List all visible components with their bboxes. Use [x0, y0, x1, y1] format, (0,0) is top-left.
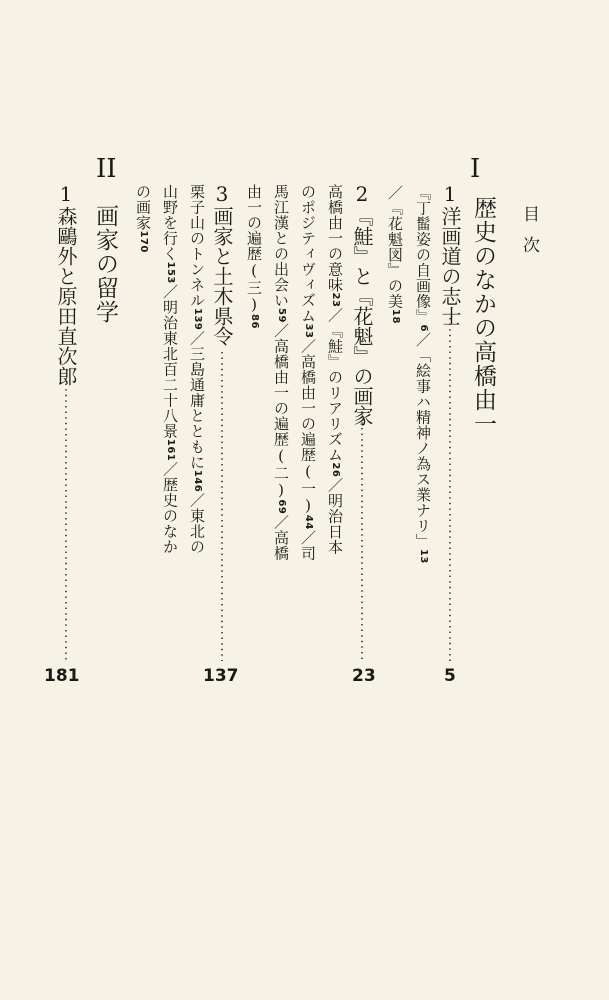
- part-1-numeral: I: [470, 154, 481, 184]
- part-2-numeral: II: [96, 154, 117, 184]
- chapter-1-line-1: 『丁髷姿の自画像』6／「絵事ハ精神ノ為ス業ナリ」13: [414, 185, 432, 564]
- part-1-title: 歴史のなかの高橋由一: [470, 196, 496, 436]
- chapter-2-line-2: のポジティヴィズム33／高橋由一の遍歴(一)44／司: [299, 184, 317, 561]
- chapter-2-line-1: 高橋由一の意味23／『鮭』のリアリズム26／明治日本: [326, 184, 344, 555]
- chapter-2-line-4: 由一の遍歴(三)86: [245, 184, 263, 329]
- chapter-3-line-3: の画家170: [134, 184, 152, 253]
- chapter-3-title: 3画家と土木県令: [210, 182, 234, 346]
- chapter-1-leader: [449, 318, 451, 661]
- chapter-4-leader: [65, 378, 67, 661]
- chapter-4-title: 1森鷗外と原田直次郎: [54, 182, 78, 386]
- chapter-1-page: 5: [444, 666, 456, 686]
- chapter-2-leader: [361, 400, 363, 661]
- chapter-3-leader: [221, 352, 223, 661]
- chapter-2-page: 23: [352, 666, 376, 686]
- chapter-3-page: 137: [203, 666, 239, 686]
- chapter-1-title: 1洋画道の志士: [438, 182, 462, 326]
- chapter-4-page: 181: [44, 666, 80, 686]
- chapter-3-line-2: 山野を行く153／明治東北百二十八景161／歴史のなか: [161, 184, 179, 555]
- toc-heading: 目次: [519, 205, 539, 267]
- chapter-1-line-2: ／『花魁図』の美18: [386, 185, 404, 324]
- part-2-title: 画家の留学: [92, 204, 118, 324]
- chapter-3-line-1: 栗子山のトンネル139／三島通庸とともに146／東北の: [188, 184, 206, 555]
- chapter-2-line-3: 馬江漢との出会い59／高橋由一の遍歴(二)69／高橋: [272, 184, 290, 561]
- chapter-2-title: 2『鮭』と『花魁』の画家: [350, 182, 374, 426]
